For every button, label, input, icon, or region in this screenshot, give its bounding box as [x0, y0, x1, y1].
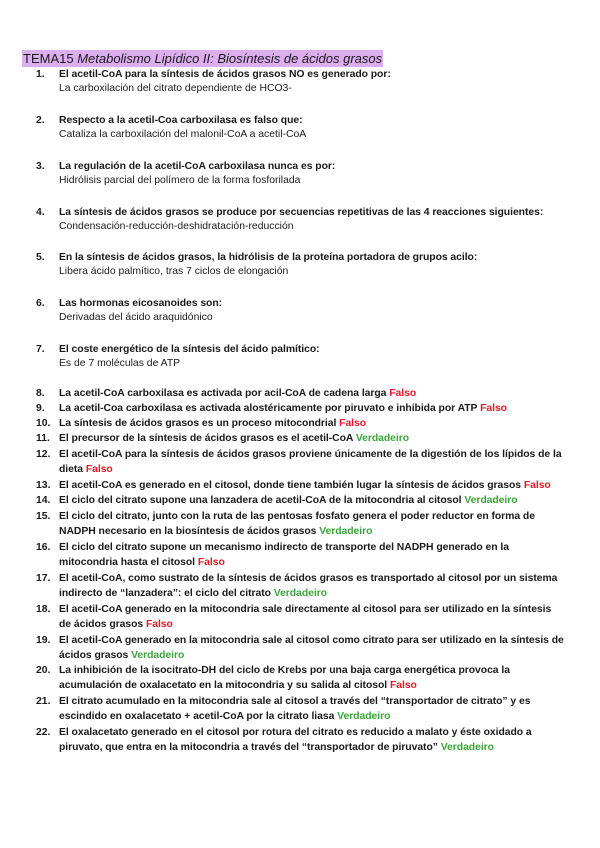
- statement-text: El acetil-CoA para la síntesis de ácidos grasos proviene únicamente de la digestión de los lípidos de la dieta: [59, 449, 562, 475]
- statement-text: El acetil-CoA es generado en el citosol, donde tiene también lugar la síntesis de ácidos grasos: [59, 480, 524, 491]
- statement-item: [36, 572, 566, 601]
- statement-number: 11.: [36, 433, 50, 444]
- verdict-label: Falso: [197, 556, 225, 568]
- question-item: [36, 68, 576, 96]
- answer-text: Cataliza la carboxilación del malonil-CoA a acetil-CoA: [59, 129, 307, 140]
- question-item: [36, 251, 576, 279]
- statement-number: 13.: [36, 480, 51, 491]
- statement-number: 9.: [36, 403, 45, 414]
- statement-text: El ciclo del citrato supone una lanzadera de acetil-CoA de la mitocondria al citosol: [59, 495, 465, 506]
- statement-item: [36, 402, 566, 417]
- statement-item: [36, 726, 566, 755]
- statement-text: La acetil-Coa carboxilasa es activada alostéricamente por piruvato e inhibida por ATP: [59, 403, 481, 414]
- question-text: El coste energético de la síntesis del ácido palmítico:: [59, 344, 320, 355]
- question-item: [36, 160, 576, 188]
- question-text: El acetil-CoA para la síntesis de ácidos grasos NO es generado por:: [59, 69, 391, 80]
- question-number: 3.: [36, 161, 45, 172]
- question-number: 7.: [36, 344, 45, 355]
- statement-number: 12.: [36, 449, 51, 460]
- verdict-label: Verdadeiro: [355, 433, 410, 444]
- statement-text: El oxalacetato generado en el citosol por rotura del citrato es reducido a malato y éste oxidado a piruvato, que entra en la mitocondria a través del “transportador de piruvato”: [59, 727, 532, 753]
- verdict-label: Falso: [85, 463, 113, 475]
- statement-number: 8.: [36, 388, 45, 399]
- question-text: Respecto a la acetil-Coa carboxilasa es falso que:: [59, 115, 303, 126]
- verdict-label: Falso: [389, 679, 417, 691]
- statement-item: [36, 387, 566, 402]
- question-number: 5.: [36, 252, 45, 263]
- question-text: La regulación de la acetil-CoA carboxilasa nunca es por:: [59, 161, 336, 172]
- statement-text: El acetil-CoA generado en la mitocondria sale al citosol como citrato para ser utilizado en la síntesis de ácidos grasos: [59, 635, 564, 661]
- statement-item: [36, 417, 566, 432]
- statement-text: El citrato acumulado en la mitocondria sale al citosol a través del “transportador de citrato” y es escindido en oxalacetato + acetil-CoA por la citrato liasa: [59, 696, 531, 722]
- question-number: 4.: [36, 207, 45, 218]
- verdict-label: Falso: [339, 418, 367, 429]
- question-item: [36, 297, 576, 325]
- statement-number: 16.: [36, 542, 51, 553]
- question-number: 6.: [36, 298, 45, 309]
- question-item: [36, 343, 576, 371]
- verdict-label: Verdadeiro: [131, 649, 185, 661]
- statement-number: 14.: [36, 495, 51, 506]
- verdict-label: Verdadeiro: [337, 710, 391, 722]
- statement-text: El acetil-CoA generado en la mitocondria sale directamente al citosol para ser utilizado en la síntesis de ácidos grasos: [59, 604, 552, 630]
- statement-text: El ciclo del citrato supone un mecanismo indirecto de transporte del NADPH generado en la mitocondria hasta el citosol: [59, 542, 509, 568]
- question-item: [36, 206, 576, 234]
- statement-text: El acetil-CoA, como sustrato de la síntesis de ácidos grasos es transportado al citosol por un sistema indirecto de “lanzadera”: el ciclo del citrato: [59, 573, 558, 599]
- statement-number: 19.: [36, 635, 51, 646]
- statement-item: [36, 664, 566, 693]
- statement-number: 17.: [36, 573, 51, 584]
- answer-text: La carboxilación del citrato dependiente de HCO3-: [59, 83, 292, 94]
- verdict-label: Falso: [145, 618, 173, 630]
- statement-text: La inhibición de la isocitrato-DH del ciclo de Krebs por una baja carga energética provoca la acumulación de oxalacetato en la mitocondria y su salida al citosol: [59, 665, 510, 691]
- statement-number: 15.: [36, 511, 51, 522]
- statement-number: 10.: [36, 418, 51, 429]
- verdict-label: Verdadeiro: [440, 741, 494, 753]
- verdict-label: Verdadeiro: [319, 525, 373, 537]
- statement-item: [36, 432, 566, 447]
- question-text: En la síntesis de ácidos grasos, la hidrólisis de la proteína portadora de grupos acilo:: [59, 252, 478, 263]
- title-topic: TEMA15: [23, 51, 78, 66]
- statement-number: 20.: [36, 665, 51, 676]
- question-text: Las hormonas eicosanoides son:: [59, 298, 223, 309]
- answer-text: Derivadas del ácido araquidónico: [59, 312, 213, 323]
- statement-number: 18.: [36, 604, 51, 615]
- verdict-label: Falso: [480, 403, 507, 414]
- statement-item: [36, 634, 566, 663]
- statement-text: El ciclo del citrato, junto con la ruta de las pentosas fosfato genera el poder reductor en forma de NADPH necesario en la biosíntesis de ácidos grasos: [59, 511, 535, 537]
- question-text: La síntesis de ácidos grasos se produce por secuencias repetitivas de las 4 reacciones siguientes:: [59, 207, 544, 218]
- statement-text: La acetil-CoA carboxilasa es activada por acil-CoA de cadena larga: [59, 388, 390, 399]
- question-item: [36, 114, 576, 142]
- document-title: [22, 50, 383, 67]
- statement-item: [36, 510, 566, 539]
- question-number: 1.: [36, 69, 45, 80]
- statement-text: El precursor de la síntesis de ácidos grasos es el acetil-CoA: [59, 433, 356, 444]
- question-number: 2.: [36, 115, 45, 126]
- answer-text: Hidrólisis parcial del polímero de la forma fosforilada: [59, 175, 301, 186]
- answer-text: Condensación-reducción-deshidratación-reducción: [59, 221, 294, 232]
- statement-item: [36, 479, 566, 494]
- statement-number: 21.: [36, 696, 51, 707]
- verdict-label: Verdadeiro: [464, 495, 518, 506]
- answer-text: Es de 7 moléculas de ATP: [59, 358, 181, 369]
- verdict-label: Falso: [389, 388, 417, 399]
- verdict-label: Verdadeiro: [273, 587, 327, 599]
- statement-number: 22.: [36, 727, 51, 738]
- statement-item: [36, 541, 566, 570]
- title-subject: Metabolismo Lipídico II: Biosíntesis de ácidos grasos: [77, 51, 383, 66]
- verdict-label: Falso: [523, 480, 551, 491]
- answer-text: Libera ácido palmítico, tras 7 ciclos de elongación: [59, 266, 289, 277]
- statement-item: [36, 603, 566, 632]
- statement-item: [36, 494, 566, 509]
- statement-item: [36, 448, 566, 477]
- statement-text: La síntesis de ácidos grasos es un proceso mitocondrial: [59, 418, 340, 429]
- statement-item: [36, 695, 566, 724]
